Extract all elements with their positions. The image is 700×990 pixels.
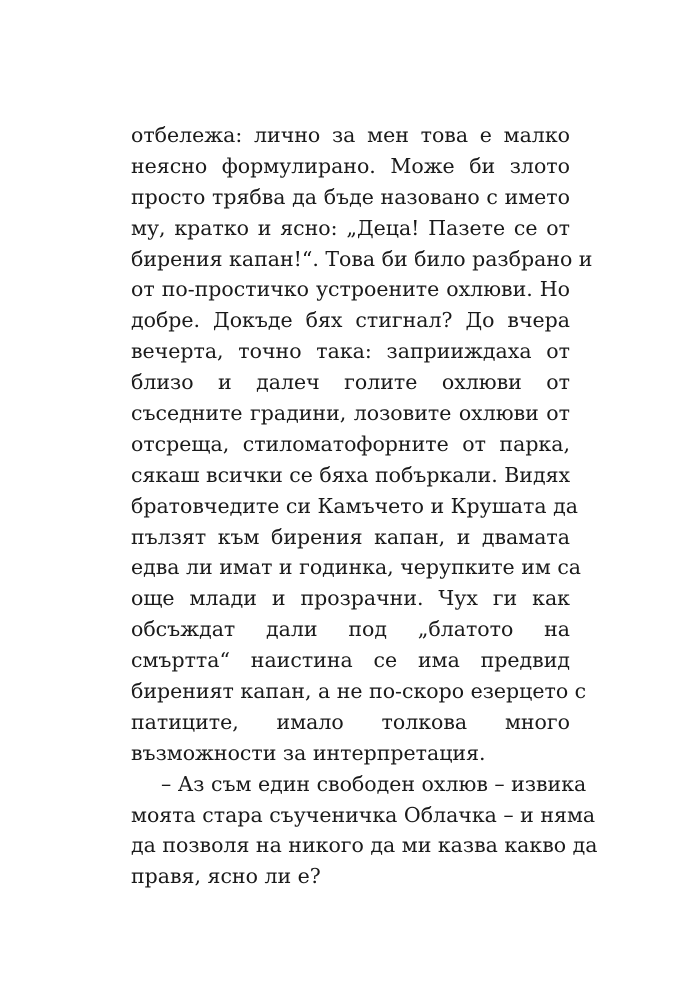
text-line: му, кратко и ясно: „Деца! Пазете се от (131, 215, 570, 240)
text-line: вечерта, точно така: заприиждаха от (131, 339, 570, 364)
text-line: от по-простичко устроените охлюви. Но (131, 277, 570, 302)
text-line: обсъждат дали под „блатото на (131, 617, 570, 642)
text-line: смъртта“ наистина се има предвид (131, 648, 570, 673)
text-line: отсреща, стиломатофорните от парка, (131, 431, 570, 456)
text-line: да позволя на никого да ми казва какво да (131, 833, 598, 858)
text-line: патиците, имало толкова много (131, 709, 570, 734)
text-line: правя, ясно ли е? (131, 864, 321, 889)
text-line: – Аз съм един свободен охлюв – извика (161, 771, 587, 796)
text-line: моята стара съученичка Облачка – и няма (131, 802, 596, 827)
text-line: добре. Докъде бях стигнал? До вчера (131, 308, 570, 333)
text-line: сякаш всички се бяха побъркали. Видях (131, 462, 571, 487)
text-line: отбележа: лично за мен това е малко (131, 123, 570, 147)
text-line: съседните градини, лозовите охлюви от (131, 401, 570, 426)
text-line: възможности за интерпретация. (131, 740, 486, 765)
text-line: братовчедите си Камъчето и Крушата да (131, 493, 578, 518)
text-line: биреният капан, а не по-скоро езерцето с (131, 679, 587, 704)
text-line: просто трябва да бъде назовано с името (131, 184, 570, 209)
page-text (131, 120, 598, 892)
text-line: бирения капан!“. Това би било разбрано и (131, 246, 593, 271)
text-line: неясно формулирано. Може би злото (131, 153, 570, 178)
text-line: пълзят към бирения капан, и двамата (131, 524, 570, 549)
text-line: близо и далеч голите охлюви от (131, 370, 570, 395)
text-line: едва ли имат и годинка, черупките им са (131, 555, 582, 580)
text-line: още млади и прозрачни. Чух ги как (131, 586, 570, 611)
